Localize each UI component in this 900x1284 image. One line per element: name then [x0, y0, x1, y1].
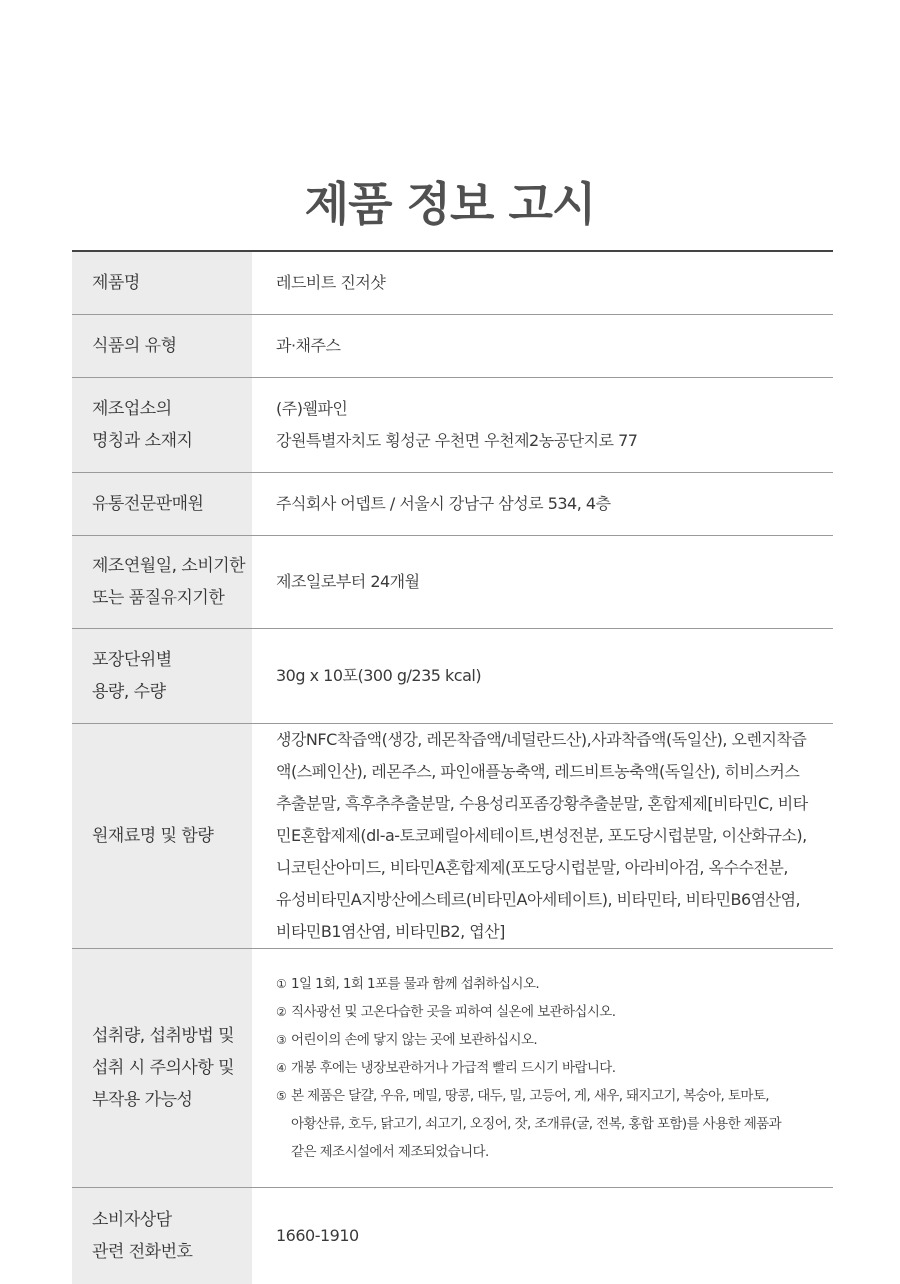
page-title: 제품 정보 고시: [304, 177, 596, 231]
row-label: [72, 252, 252, 314]
row-value: [252, 949, 833, 1187]
ingredients-line: 추출분말, 흑후추추출분말, 수용성리포좀강황추출분말, 혼합제제[비타민C, 비타: [276, 794, 808, 813]
ingredients-line: 민E혼합제제(dl-a-토코페릴아세테이트,변성전분, 포도당시럽분말, 이산화규소),: [276, 826, 807, 845]
value-line: 주식회사 어뎁트 / 서울시 강남구 삼성로 534, 4층: [276, 494, 611, 513]
notice-number: ⑤: [276, 1089, 287, 1103]
notice-text: 개봉 후에는 냉장보관하거나 가급적 빨리 드시기 바랍니다.: [291, 1060, 616, 1076]
notice-text: 직사광선 및 고온다습한 곳을 피하여 실온에 보관하십시오.: [291, 1004, 616, 1020]
ingredients-line: 니코틴산아미드, 비타민A혼합제제(포도당시럽분말, 아라비아검, 옥수수전분,: [276, 858, 788, 877]
row-value: [252, 473, 833, 535]
label-line: 또는 품질유지기한: [92, 588, 225, 608]
row-label: [72, 378, 252, 472]
label-line: 섭취 시 주의사항 및: [92, 1058, 235, 1078]
notice-item-continued: 같은 제조시설에서 제조되었습니다.: [291, 1144, 489, 1160]
notice-item: [276, 970, 821, 998]
row-value: [252, 252, 833, 314]
label-line: 제조업소의: [92, 399, 172, 419]
row-label: [72, 724, 252, 948]
table-row-consumer-phone: [72, 1188, 833, 1284]
table-row-intake-precautions: [72, 949, 833, 1188]
notice-item: [276, 1054, 821, 1082]
ingredients-line: 생강NFC착즙액(생강, 레몬착즙액/네덜란드산),사과착즙액(독일산), 오렌지착즙: [276, 730, 807, 749]
row-label: [72, 629, 252, 723]
notice-number: ②: [276, 1005, 287, 1019]
value-line: 30g x 10포(300 g/235 kcal): [276, 666, 482, 685]
row-label: [72, 315, 252, 377]
value-line: 과·채주스: [276, 336, 341, 355]
label-line: 명칭과 소재지: [92, 431, 193, 451]
value-line: 강원특별자치도 횡성군 우천면 우천제2농공단지로 77: [276, 431, 638, 450]
row-label: [72, 536, 252, 628]
row-value: [252, 629, 833, 723]
row-label: [72, 473, 252, 535]
phone-number: 1660-1910: [276, 1226, 359, 1245]
value-line: (주)웰파인: [276, 399, 348, 418]
notice-number: ①: [276, 977, 287, 991]
table-row-ingredients: [72, 724, 833, 949]
table-row-manufacturer: [72, 378, 833, 473]
notice-item: [276, 1082, 821, 1110]
label-line: 식품의 유형: [92, 336, 177, 356]
row-label: [72, 1188, 252, 1284]
row-value: [252, 378, 833, 472]
product-info-table: [72, 250, 833, 1284]
row-value: [252, 1188, 833, 1284]
notice-item: [276, 998, 821, 1026]
row-label: [72, 949, 252, 1187]
notice-text: 1일 1회, 1회 1포를 물과 함께 섭취하십시오.: [291, 976, 540, 992]
label-line: 관련 전화번호: [92, 1242, 193, 1262]
label-line: 포장단위별: [92, 650, 172, 670]
ingredients-line: 비타민B1염산염, 비타민B2, 엽산]: [276, 922, 505, 941]
row-value: [252, 536, 833, 628]
table-row-food-type: [72, 315, 833, 378]
value-line: 레드비트 진저샷: [276, 273, 386, 292]
table-row-distributor: [72, 473, 833, 536]
label-line: 용량, 수량: [92, 682, 166, 702]
label-line: 제조연월일, 소비기한: [92, 556, 246, 576]
label-line: 제품명: [92, 273, 140, 293]
row-value: [252, 315, 833, 377]
notice-text: 어린이의 손에 닿지 않는 곳에 보관하십시오.: [291, 1032, 538, 1048]
ingredients-line: 액(스페인산), 레몬주스, 파인애플농축액, 레드비트농축액(독일산), 히비스커스: [276, 762, 800, 781]
row-value: [252, 724, 833, 948]
label-line: 유통전문판매원: [92, 494, 204, 514]
label-line: 부작용 가능성: [92, 1090, 193, 1110]
notice-list: [276, 970, 821, 1166]
table-row-package-volume: [72, 629, 833, 724]
notice-item-continued: 아황산류, 호두, 닭고기, 쇠고기, 오징어, 잣, 조개류(굴, 전복, 홍합 포함)를 사용한 제품과: [291, 1116, 782, 1132]
notice-number: ④: [276, 1061, 287, 1075]
table-row-product-name: [72, 252, 833, 315]
label-line: 섭취량, 섭취방법 및: [92, 1026, 235, 1046]
notice-text: 본 제품은 달걀, 우유, 메밀, 땅콩, 대두, 밀, 고등어, 게, 새우, 돼지고기, 복숭아, 토마토,: [291, 1088, 769, 1104]
label-line: 소비자상담: [92, 1210, 172, 1230]
table-row-expiration: [72, 536, 833, 629]
value-line: 제조일로부터 24개월: [276, 572, 420, 591]
notice-item: [276, 1026, 821, 1054]
notice-number: ③: [276, 1033, 287, 1047]
label-line: 원재료명 및 함량: [92, 826, 214, 846]
ingredients-line: 유성비타민A지방산에스테르(비타민A아세테이트), 비타민타, 비타민B6염산염,: [276, 890, 801, 909]
